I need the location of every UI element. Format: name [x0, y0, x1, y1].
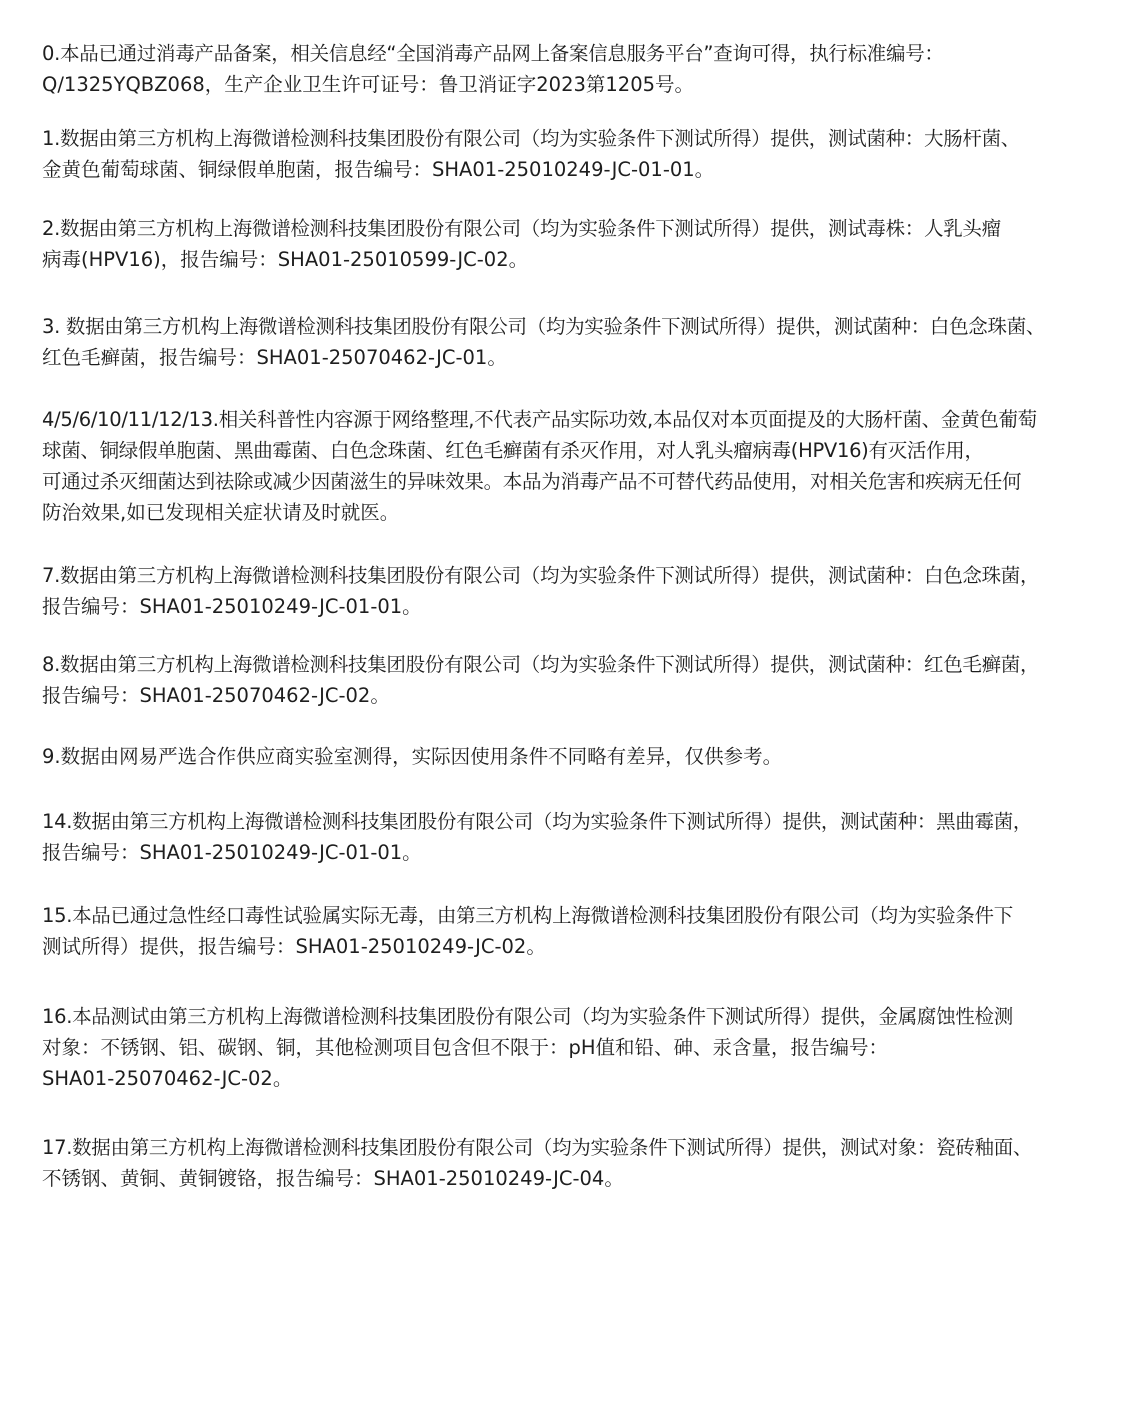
note-3: [42, 311, 1112, 373]
note-0: [42, 38, 1112, 100]
note-line: 8.数据由第三方机构上海微谱检测科技集团股份有限公司（均为实验条件下测试所得）提供，测试菌种：红色毛癣菌，: [42, 653, 1040, 676]
note-15: [42, 900, 1112, 962]
note-line: 对象：不锈钢、铝、碳钢、铜，其他检测项目包含但不限于：pH值和铅、砷、汞含量，报告编号：: [42, 1036, 889, 1059]
note-line: SHA01-25070462-JC-02。: [42, 1067, 293, 1090]
note-line: 不锈钢、黄铜、黄铜镀铬，报告编号：SHA01-25010249-JC-04。: [42, 1167, 624, 1190]
note-line: 16.本品测试由第三方机构上海微谱检测科技集团股份有限公司（均为实验条件下测试所得）提供，金属腐蚀性检测: [42, 1005, 1013, 1028]
note-14: [42, 806, 1112, 868]
note-line: 2.数据由第三方机构上海微谱检测科技集团股份有限公司（均为实验条件下测试所得）提供，测试毒株：人乳头瘤: [42, 217, 1001, 240]
note-line: 0.本品已通过消毒产品备案，相关信息经“全国消毒产品网上备案信息服务平台”查询可得，执行标准编号：: [42, 42, 944, 65]
note-line: 测试所得）提供，报告编号：SHA01-25010249-JC-02。: [42, 935, 546, 958]
note-line: 报告编号：SHA01-25070462-JC-02。: [42, 684, 390, 707]
note-1: [42, 123, 1112, 185]
note-line: 防治效果,如已发现相关症状请及时就医。: [42, 501, 400, 524]
note-line: 报告编号：SHA01-25010249-JC-01-01。: [42, 595, 422, 618]
note-2: [42, 213, 1112, 275]
note-line: 17.数据由第三方机构上海微谱检测科技集团股份有限公司（均为实验条件下测试所得）提供，测试对象：瓷砖釉面、: [42, 1136, 1033, 1159]
note-line: 14.数据由第三方机构上海微谱检测科技集团股份有限公司（均为实验条件下测试所得）提供，测试菌种：黑曲霉菌，: [42, 810, 1033, 833]
note-line: 病毒(HPV16)，报告编号：SHA01-25010599-JC-02。: [42, 248, 529, 271]
note-line: 球菌、铜绿假单胞菌、黑曲霉菌、白色念珠菌、红色毛癣菌有杀灭作用，对人乳头瘤病毒(HPV16)有灭活作用，: [42, 439, 984, 462]
note-line: 15.本品已通过急性经口毒性试验属实际无毒，由第三方机构上海微谱检测科技集团股份有限公司（均为实验条件下: [42, 904, 1013, 927]
note-9: [42, 741, 1112, 772]
note-line: 红色毛癣菌，报告编号：SHA01-25070462-JC-01。: [42, 346, 507, 369]
note-line: 报告编号：SHA01-25010249-JC-01-01。: [42, 841, 422, 864]
note-line: 7.数据由第三方机构上海微谱检测科技集团股份有限公司（均为实验条件下测试所得）提供，测试菌种：白色念珠菌，: [42, 564, 1040, 587]
note-4: [42, 404, 1112, 528]
note-7: [42, 560, 1112, 622]
note-line: 1.数据由第三方机构上海微谱检测科技集团股份有限公司（均为实验条件下测试所得）提供，测试菌种：大肠杆菌、: [42, 127, 1021, 150]
note-line: 9.数据由网易严选合作供应商实验室测得，实际因使用条件不同略有差异，仅供参考。: [42, 745, 783, 768]
note-line: 金黄色葡萄球菌、铜绿假单胞菌，报告编号：SHA01-25010249-JC-01-01。: [42, 158, 715, 181]
note-8: [42, 649, 1112, 711]
note-line: 可通过杀灭细菌达到祛除或减少因菌滋生的异味效果。本品为消毒产品不可替代药品使用，对相关危害和疾病无任何: [42, 470, 1022, 493]
note-line: 4/5/6/10/11/12/13.相关科普性内容源于网络整理,不代表产品实际功效,本品仅对本页面提及的大肠杆菌、金黄色葡萄: [42, 408, 1037, 431]
note-16: [42, 1001, 1112, 1094]
note-line: 3. 数据由第三方机构上海微谱检测科技集团股份有限公司（均为实验条件下测试所得）提供，测试菌种：白色念珠菌、: [42, 315, 1046, 338]
note-17: [42, 1132, 1112, 1194]
note-line: Q/1325YQBZ068，生产企业卫生许可证号：鲁卫消证字2023第1205号。: [42, 73, 695, 96]
